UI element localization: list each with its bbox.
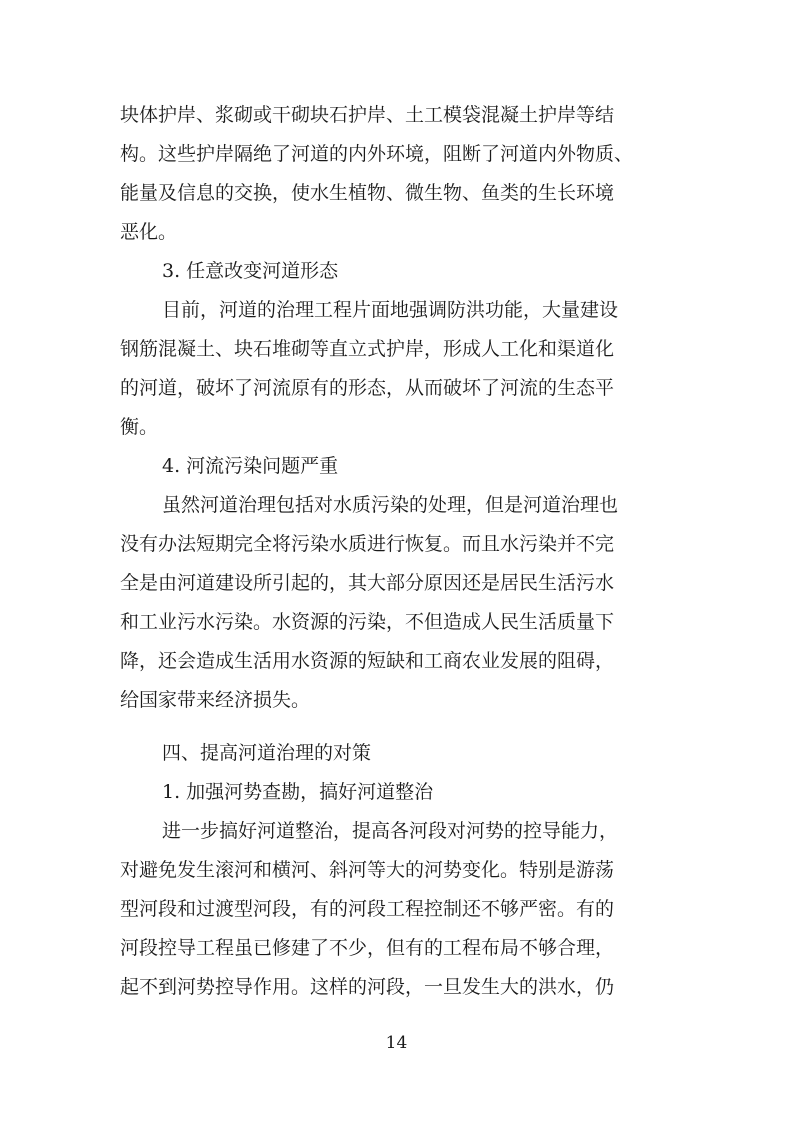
subsection-heading: 3. 任意改变河道形态 bbox=[162, 260, 339, 282]
body-line: 目前，河道的治理工程片面地强调防洪功能，大量建设 bbox=[162, 299, 619, 321]
body-line: 对避免发生滚河和横河、斜河等大的河势变化。特别是游荡 bbox=[120, 859, 615, 881]
body-line: 能量及信息的交换，使水生植物、微生物、鱼类的生长环境 bbox=[120, 182, 615, 204]
subsection-heading: 1. 加强河势查勘，搞好河道整治 bbox=[162, 781, 434, 803]
body-line: 恶化。 bbox=[120, 221, 178, 243]
subsection-heading: 4. 河流污染问题严重 bbox=[162, 455, 339, 477]
body-line: 钢筋混凝土、块石堆砌等直立式护岸，形成人工化和渠道化 bbox=[120, 338, 615, 360]
page-number: 14 bbox=[385, 1033, 408, 1053]
body-line: 起不到河势控导作用。这样的河段，一旦发生大的洪水，仍 bbox=[120, 976, 615, 998]
body-line: 给国家带来经济损失。 bbox=[120, 689, 311, 711]
body-line: 进一步搞好河道整治，提高各河段对河势的控导能力， bbox=[162, 820, 619, 842]
body-line: 块体护岸、浆砌或干砌块石护岸、土工模袋混凝土护岸等结 bbox=[120, 104, 615, 126]
body-line: 河段控导工程虽已修建了不少，但有的工程布局不够合理， bbox=[120, 937, 615, 959]
section-heading: 四、提高河道治理的对策 bbox=[162, 742, 372, 764]
body-line: 构。这些护岸隔绝了河道的内外环境，阻断了河道内外物质、 bbox=[120, 143, 634, 165]
body-line: 没有办法短期完全将污染水质进行恢复。而且水污染并不完 bbox=[120, 533, 615, 555]
body-line: 衡。 bbox=[120, 416, 159, 438]
body-line: 和工业污水污染。水资源的污染，不但造成人民生活质量下 bbox=[120, 611, 615, 633]
body-line: 虽然河道治理包括对水质污染的处理，但是河道治理也 bbox=[162, 494, 619, 516]
body-line: 的河道，破坏了河流原有的形态，从而破坏了河流的生态平 bbox=[120, 377, 615, 399]
body-line: 全是由河道建设所引起的，其大部分原因还是居民生活污水 bbox=[120, 572, 615, 594]
body-line: 降，还会造成生活用水资源的短缺和工商农业发展的阻碍， bbox=[120, 650, 615, 672]
body-line: 型河段和过渡型河段，有的河段工程控制还不够严密。有的 bbox=[120, 898, 615, 920]
